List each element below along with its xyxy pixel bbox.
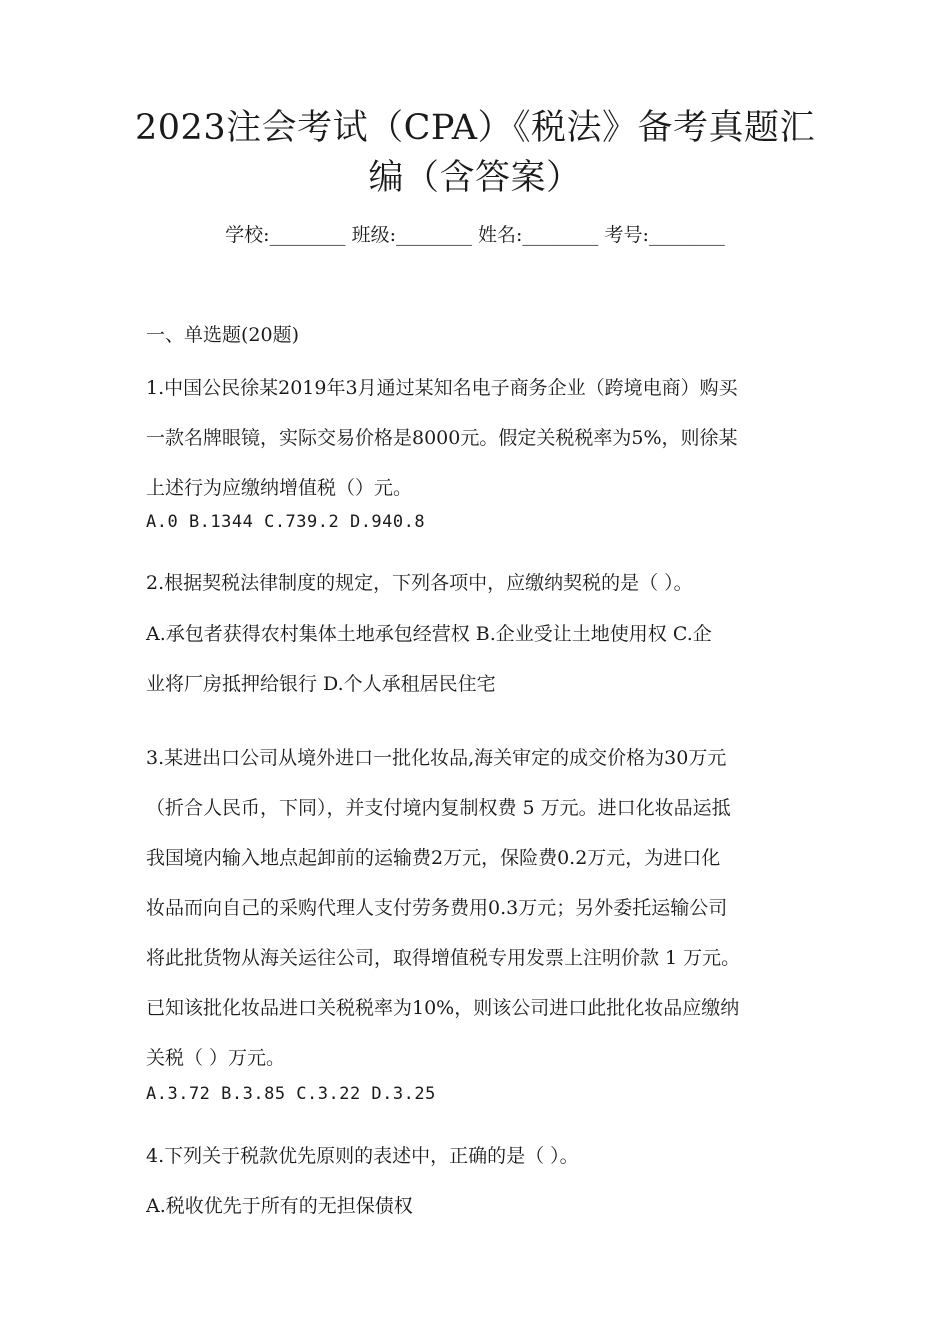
question-1-line-2: 一款名牌眼镜，实际交易价格是8000元。假定关税税率为5%，则徐某 <box>146 427 738 449</box>
question-3-line-7: 关税（ ）万元。 <box>146 1047 286 1069</box>
question-2-line-3: 业将厂房抵押给银行 D.个人承租居民住宅 <box>146 673 496 695</box>
question-3-line-2: （折合人民币，下同），并支付境内复制权费 5 万元。进口化妆品运抵 <box>146 797 731 819</box>
question-1-options: A.0 B.1344 C.739.2 D.940.8 <box>146 512 426 532</box>
question-2-line-2: A.承包者获得农村集体土地承包经营权 B.企业受让土地使用权 C.企 <box>146 623 712 645</box>
section-heading: 一、单选题(20题) <box>146 324 300 346</box>
question-3-line-3: 我国境内输入地点起卸前的运输费2万元，保险费0.2万元，为进口化 <box>146 847 721 869</box>
question-1-line-1: 1.中国公民徐某2019年3月通过某知名电子商务企业（跨境电商）购买 <box>146 377 738 399</box>
question-2-line-1: 2.根据契税法律制度的规定，下列各项中，应缴纳契税的是（ ）。 <box>146 572 693 594</box>
document-title-line-2: 编（含答案） <box>368 158 582 198</box>
question-3-line-6: 已知该批化妆品进口关税税率为10%，则该公司进口此批化妆品应缴纳 <box>146 997 740 1019</box>
student-info-fields: 学校:________ 班级:________ 姓名:________ 考号:________ <box>225 224 725 246</box>
question-3-line-5: 将此批货物从海关运往公司，取得增值税专用发票上注明价款 1 万元。 <box>146 947 741 969</box>
question-3-line-4: 妆品而向自己的采购代理人支付劳务费用0.3万元；另外委托运输公司 <box>146 897 728 919</box>
question-3-options: A.3.72 B.3.85 C.3.22 D.3.25 <box>146 1084 436 1104</box>
question-1-line-3: 上述行为应缴纳增值税（）元。 <box>146 477 413 499</box>
question-4-line-2: A.税收优先于所有的无担保债权 <box>146 1195 413 1217</box>
question-3-line-1: 3.某进出口公司从境外进口一批化妆品,海关审定的成交价格为30万元 <box>146 747 727 769</box>
document-title-line-1: 2023注会考试（CPA）《税法》备考真题汇 <box>135 108 815 148</box>
question-4-line-1: 4.下列关于税款优先原则的表述中，正确的是（ ）。 <box>146 1145 579 1167</box>
